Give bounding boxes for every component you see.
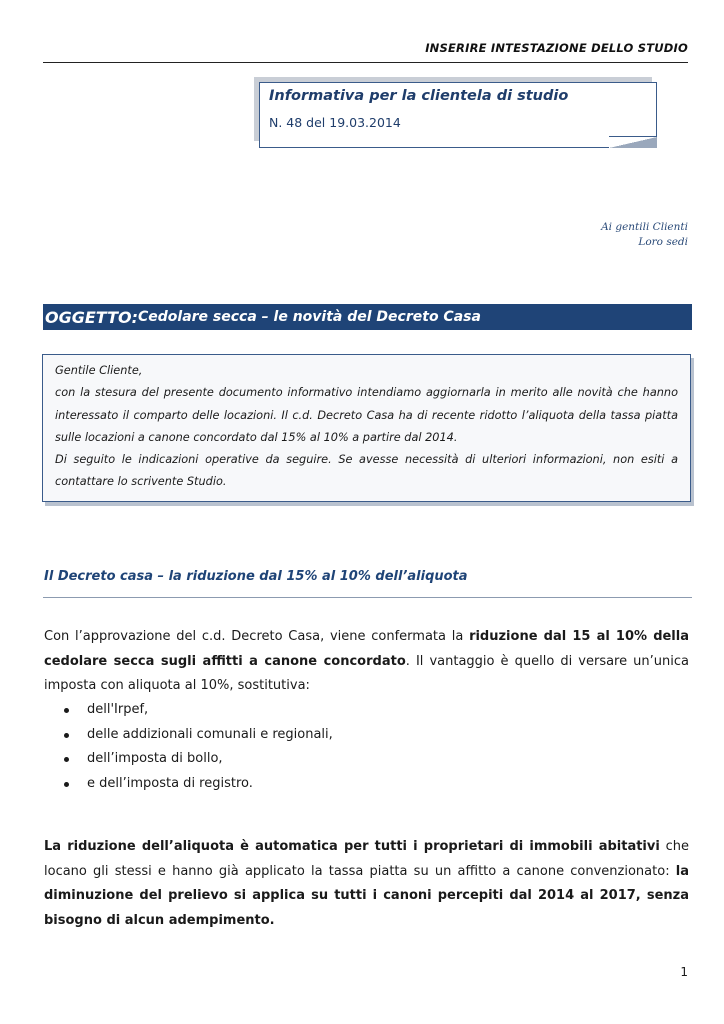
list-item: dell’imposta di bollo,: [62, 747, 333, 772]
studio-header-placeholder: INSERIRE INTESTAZIONE DELLO STUDIO: [425, 41, 688, 55]
subject-text: Cedolare secca – le novità del Decreto Casa: [138, 309, 481, 325]
info-box-folded-corner: [609, 136, 657, 148]
subject-label: OGGETTO:: [45, 307, 138, 327]
paragraph-1-text-a: Con l’approvazione del c.d. Decreto Casa, viene confermata la: [44, 629, 470, 644]
substituted-taxes-list: [62, 698, 333, 796]
paragraph-1-text-b: . Il vantaggio è quello di versare un’unica imposta con aliquota al 10%, sostitutiva:: [44, 653, 689, 693]
list-item: dell'Irpef,: [62, 698, 333, 723]
paragraph-1-bold: riduzione dal 15 al 10% della cedolare secca sugli affitti a canone concordato: [44, 629, 689, 669]
greeting-salutation: Gentile Cliente,: [55, 364, 143, 377]
list-item: e dell’imposta di registro.: [62, 772, 333, 797]
section-divider: [43, 597, 692, 598]
section-title: Il Decreto casa – la riduzione dal 15% al 10% dell’aliquota: [44, 569, 468, 584]
paragraph-2-bold-b: la diminuzione del prelievo si applica su tutti i canoni percepiti dal 2014 al 2017, senza bisogno di alcun adempimento.: [44, 863, 689, 928]
paragraph-2: [44, 835, 689, 933]
page-number: 1: [680, 965, 688, 979]
greeting-body-1: con la stesura del presente documento informativo intendiamo aggiornarla in merito alle novità che hanno interessato il comparto delle locazioni. Il c.d. Decreto Casa ha di recente ridotto l’aliquota della tassa piatta sulle locazioni a canone concordato dal 15% al 10% a partire dal 2014.: [55, 386, 678, 444]
greeting-box: [42, 354, 691, 502]
info-box-title: Informativa per la clientela di studio: [269, 88, 569, 104]
paragraph-2-text: che locano gli stessi e hanno già applicato la tassa piatta su un affitto a canone convenzionato:: [44, 839, 689, 879]
header-divider: [43, 62, 688, 63]
info-box-number: N. 48 del 19.03.2014: [269, 115, 401, 130]
subject-bar: [43, 304, 692, 330]
paragraph-1: [44, 625, 689, 699]
greeting-body-2: Di seguito le indicazioni operative da seguire. Se avesse necessità di ulteriori informazioni, non esiti a contattare lo scrivente Studio.: [55, 453, 678, 489]
recipients-line-2: Loro sedi: [638, 236, 688, 248]
recipients-block: [601, 220, 688, 250]
paragraph-2-bold-a: La riduzione dell’aliquota è automatica per tutti i proprietari di immobili abitativi: [44, 839, 660, 854]
recipients-line-1: Ai gentili Clienti: [601, 221, 688, 233]
list-item: delle addizionali comunali e regionali,: [62, 723, 333, 748]
